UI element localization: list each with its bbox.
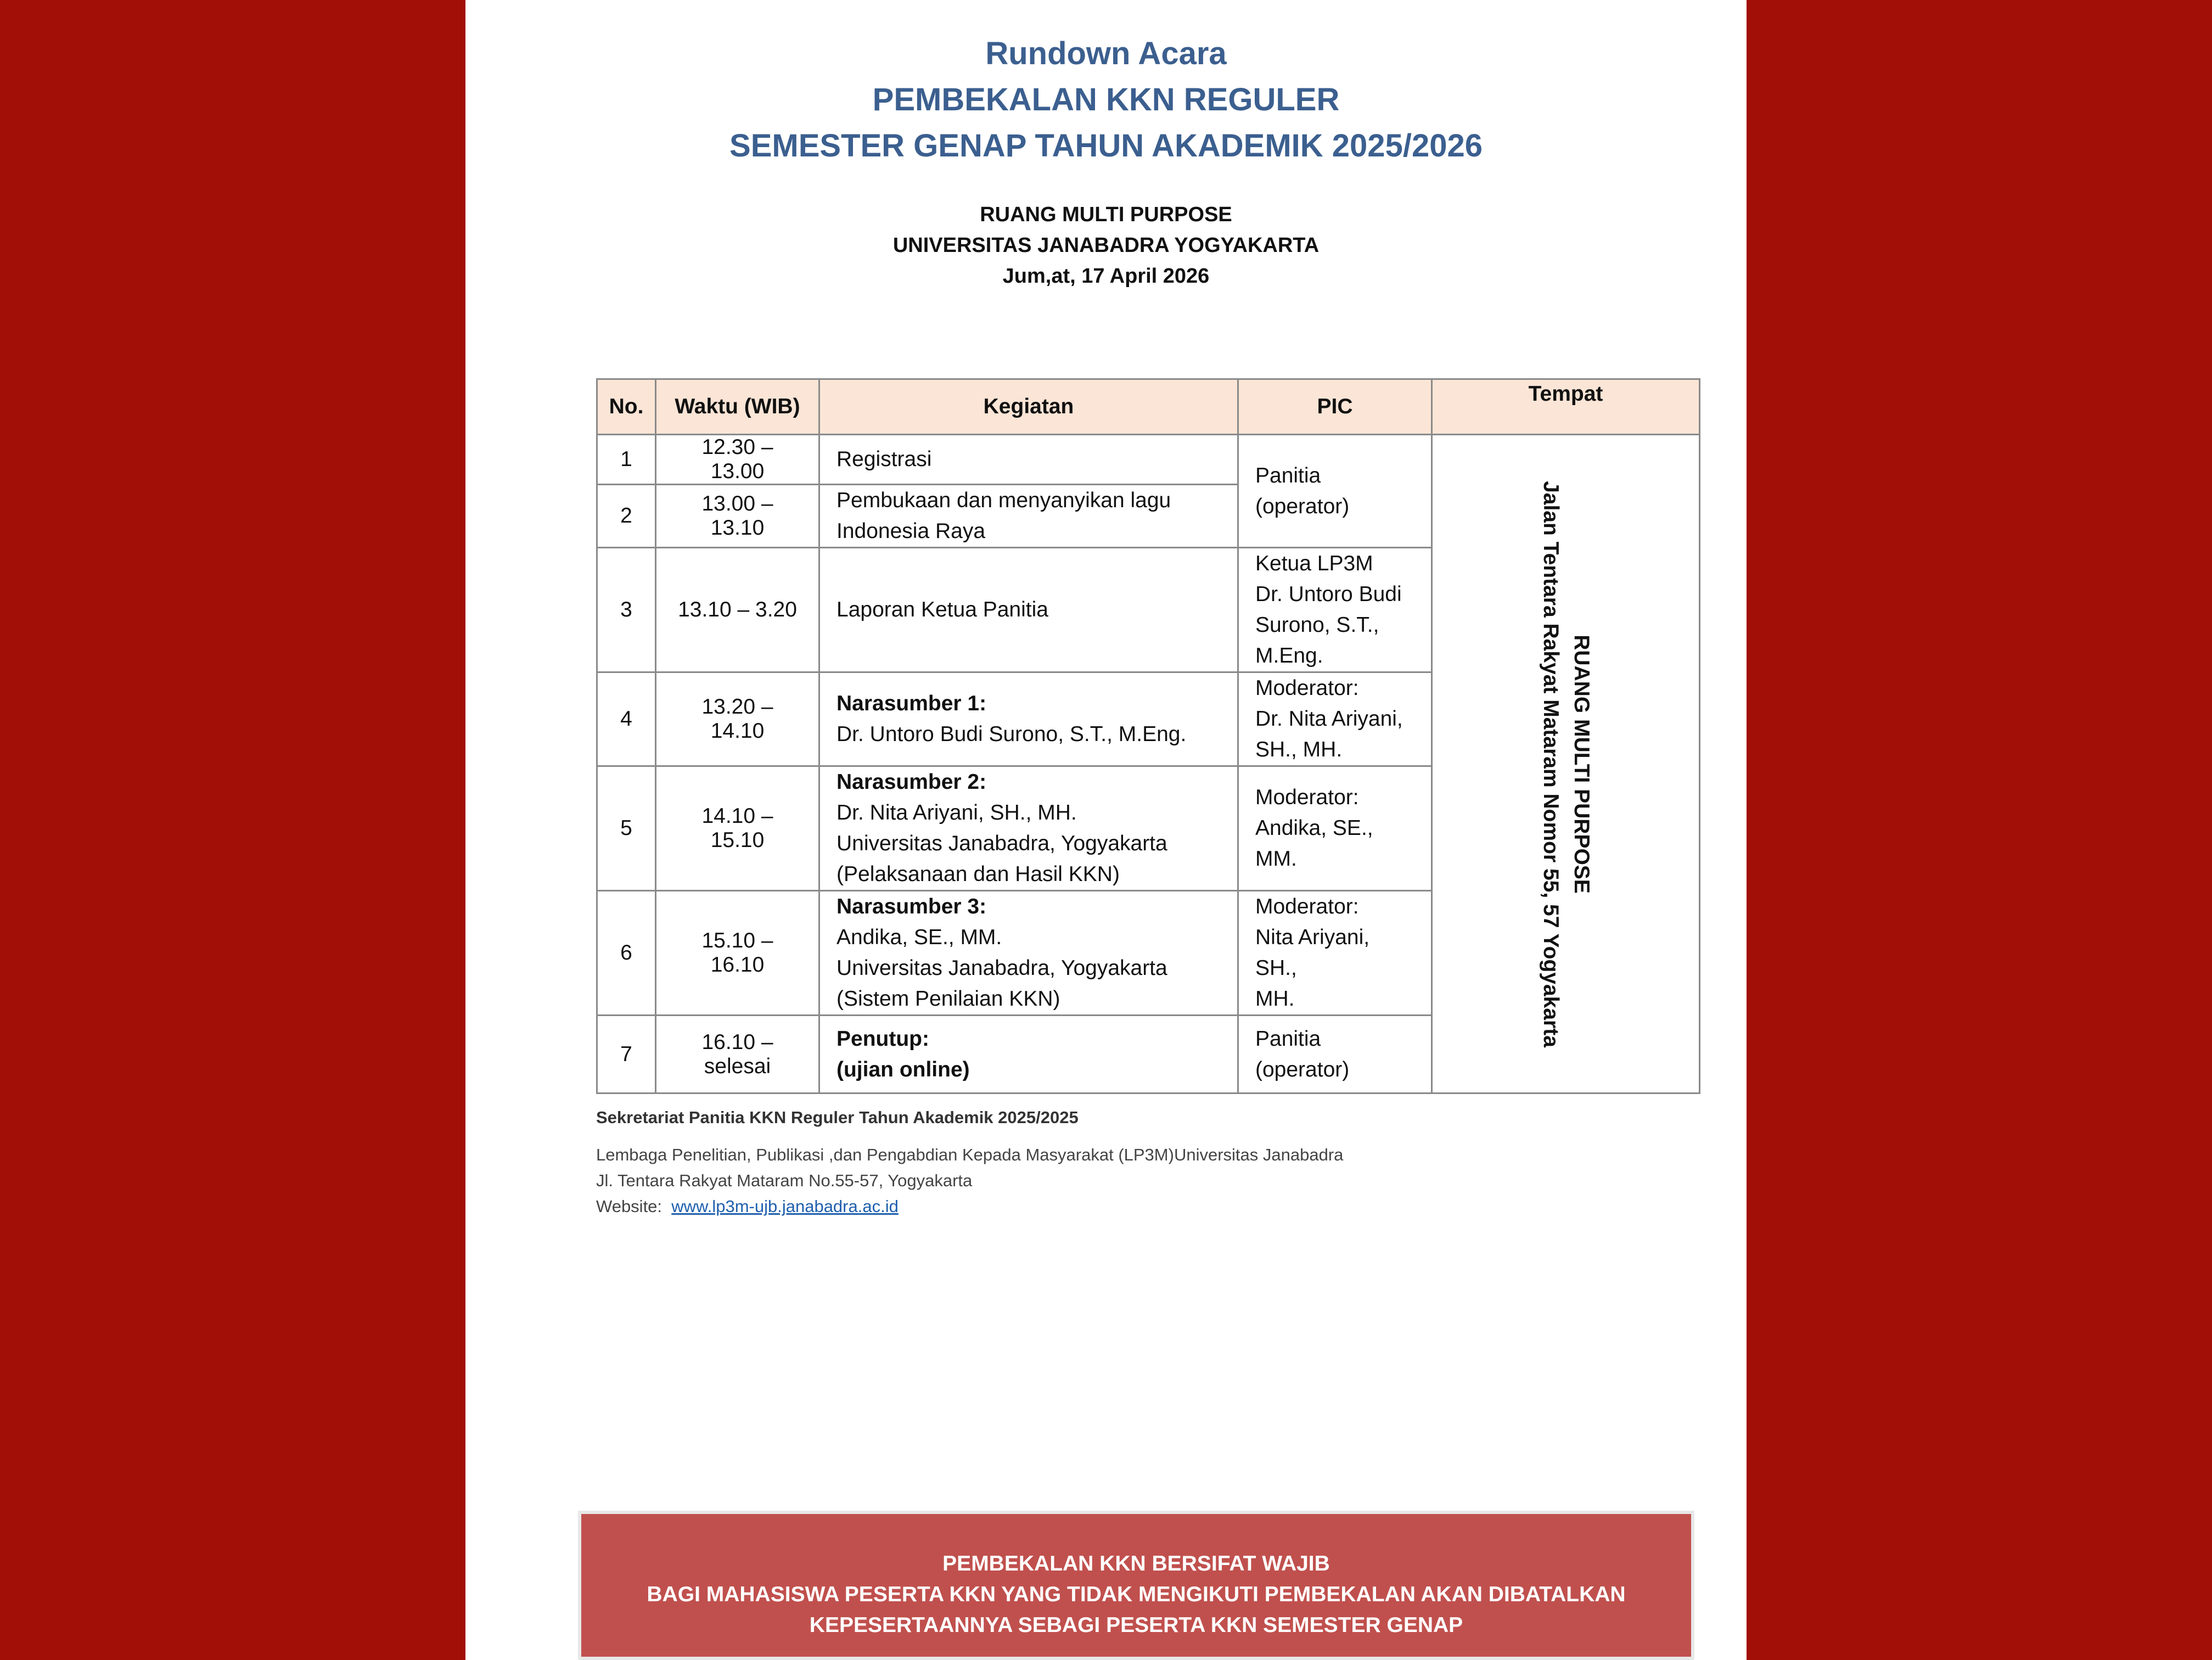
row-number: 2	[597, 485, 656, 548]
row-pic	[1238, 891, 1432, 1016]
row-time: 14.10 – 15.10	[656, 766, 819, 891]
row-number: 1	[597, 435, 656, 485]
row-pic	[1238, 1016, 1432, 1093]
row-time: 13.00 – 13.10	[656, 485, 819, 548]
row-activity	[819, 548, 1238, 672]
document-page	[465, 0, 1747, 1660]
activity-title: Narasumber 3:	[836, 895, 987, 918]
pic-line: Panitia	[1255, 463, 1321, 487]
row-time: 16.10 – selesai	[656, 1016, 819, 1093]
place-text	[1535, 481, 1597, 1047]
notice-line-3: KEPESERTAANNYA SEBAGI PESERTA KKN SEMESTER GENAP	[809, 1613, 1463, 1637]
pic-line: Ketua LP3M	[1255, 552, 1373, 575]
pic-line: Moderator:	[1255, 786, 1359, 809]
pic-line: Dr. Nita Ariyani,	[1255, 707, 1403, 731]
activity-line: (Sistem Penilaian KKN)	[836, 987, 1060, 1011]
activity-line: Laporan Ketua Panitia	[836, 598, 1048, 621]
row-activity	[819, 672, 1238, 766]
row-time: 13.10 – 3.20	[656, 548, 819, 672]
notice-line-2: BAGI MAHASISWA PESERTA KKN YANG TIDAK MENGIKUTI PEMBEKALAN AKAN DIBATALKAN	[647, 1583, 1626, 1606]
table-header-row	[597, 379, 1700, 435]
row-pic	[1238, 548, 1432, 672]
row-pic	[1238, 435, 1432, 548]
activity-line: Dr. Nita Ariyani, SH., MH.	[836, 801, 1077, 825]
row-activity	[819, 435, 1238, 485]
activity-title: Penutup:	[836, 1027, 929, 1051]
schedule-table	[596, 378, 1700, 1094]
website-label: Website:	[596, 1197, 663, 1216]
col-header-time: Waktu (WIB)	[656, 379, 819, 435]
row-number: 4	[597, 672, 656, 766]
place-cell	[1432, 435, 1700, 1093]
row-number: 5	[597, 766, 656, 891]
row-number: 6	[597, 891, 656, 1016]
secretariat-label: Sekretariat Panitia KKN Reguler Tahun Akademik 2025/2025	[596, 1108, 1079, 1127]
table-row	[597, 435, 1700, 485]
activity-title: Narasumber 2:	[836, 770, 987, 794]
row-activity	[819, 485, 1238, 548]
institute-name: Lembaga Penelitian, Publikasi ,dan Pengabdian Kepada Masyarakat (LP3M)Universitas Janabadra	[596, 1145, 1344, 1164]
website-link[interactable]: www.lp3m-ujb.janabadra.ac.id	[671, 1197, 899, 1216]
notice-line-1: PEMBEKALAN KKN BERSIFAT WAJIB	[942, 1552, 1330, 1575]
pic-line: (operator)	[1255, 494, 1350, 518]
col-header-pic: PIC	[1238, 379, 1432, 435]
pic-line: Dr. Untoro Budi	[1255, 582, 1402, 606]
pic-line: Moderator:	[1255, 676, 1359, 700]
activity-line: Universitas Janabadra, Yogyakarta	[836, 956, 1167, 980]
university-heading: UNIVERSITAS JANABADRA YOGYAKARTA	[892, 234, 1320, 257]
pic-line: Surono, S.T.,	[1255, 613, 1379, 637]
activity-line: Universitas Janabadra, Yogyakarta	[836, 832, 1167, 855]
row-time: 15.10 – 16.10	[656, 891, 819, 1016]
pic-line: (operator)	[1255, 1057, 1350, 1081]
mandatory-notice-banner	[578, 1511, 1694, 1660]
col-header-place: Tempat	[1432, 379, 1700, 435]
col-header-activity: Kegiatan	[819, 379, 1238, 435]
row-time: 13.20 – 14.10	[656, 672, 819, 766]
activity-title: Narasumber 1:	[836, 692, 987, 715]
row-number: 3	[597, 548, 656, 672]
activity-line: (Pelaksanaan dan Hasil KKN)	[836, 862, 1120, 886]
website-row	[596, 1193, 899, 1219]
pic-line: Nita Ariyani, SH.,	[1255, 926, 1370, 980]
venue-heading: RUANG MULTI PURPOSE	[980, 203, 1232, 226]
activity-line: Pembukaan dan menyanyikan lagu	[836, 489, 1171, 512]
doc-title-line1: Rundown Acara	[985, 36, 1227, 71]
pic-line: MH.	[1255, 987, 1295, 1011]
row-activity	[819, 891, 1238, 1016]
col-header-no: No.	[597, 379, 656, 435]
doc-title-line2: PEMBEKALAN KKN REGULER	[872, 82, 1340, 117]
pic-line: M.Eng.	[1255, 644, 1323, 668]
pic-line: Andika, SE., MM.	[1255, 816, 1373, 871]
row-activity	[819, 766, 1238, 891]
pic-line: SH., MH.	[1255, 738, 1343, 761]
event-date: Jum,at, 17 April 2026	[1002, 265, 1210, 288]
institute-address: Jl. Tentara Rakyat Mataram No.55-57, Yogyakarta	[596, 1171, 973, 1190]
pic-line: Moderator:	[1255, 895, 1359, 918]
activity-line: Indonesia Raya	[836, 519, 986, 543]
place-line-1: RUANG MULTI PURPOSE	[1569, 634, 1593, 894]
row-number: 7	[597, 1016, 656, 1093]
activity-line: Dr. Untoro Budi Surono, S.T., M.Eng.	[836, 722, 1187, 746]
activity-line: Registrasi	[836, 447, 932, 471]
row-activity	[819, 1016, 1238, 1093]
row-pic	[1238, 672, 1432, 766]
row-time: 12.30 – 13.00	[656, 435, 819, 485]
row-pic	[1238, 766, 1432, 891]
activity-line: Andika, SE., MM.	[836, 926, 1002, 949]
doc-title-line3: SEMESTER GENAP TAHUN AKADEMIK 2025/2026	[729, 128, 1483, 164]
place-line-2: Jalan Tentara Rakyat Mataram Nomor 55, 57 Yogyakarta	[1539, 480, 1563, 1047]
pic-line: Panitia	[1255, 1027, 1321, 1051]
activity-title: (ujian online)	[836, 1057, 970, 1081]
